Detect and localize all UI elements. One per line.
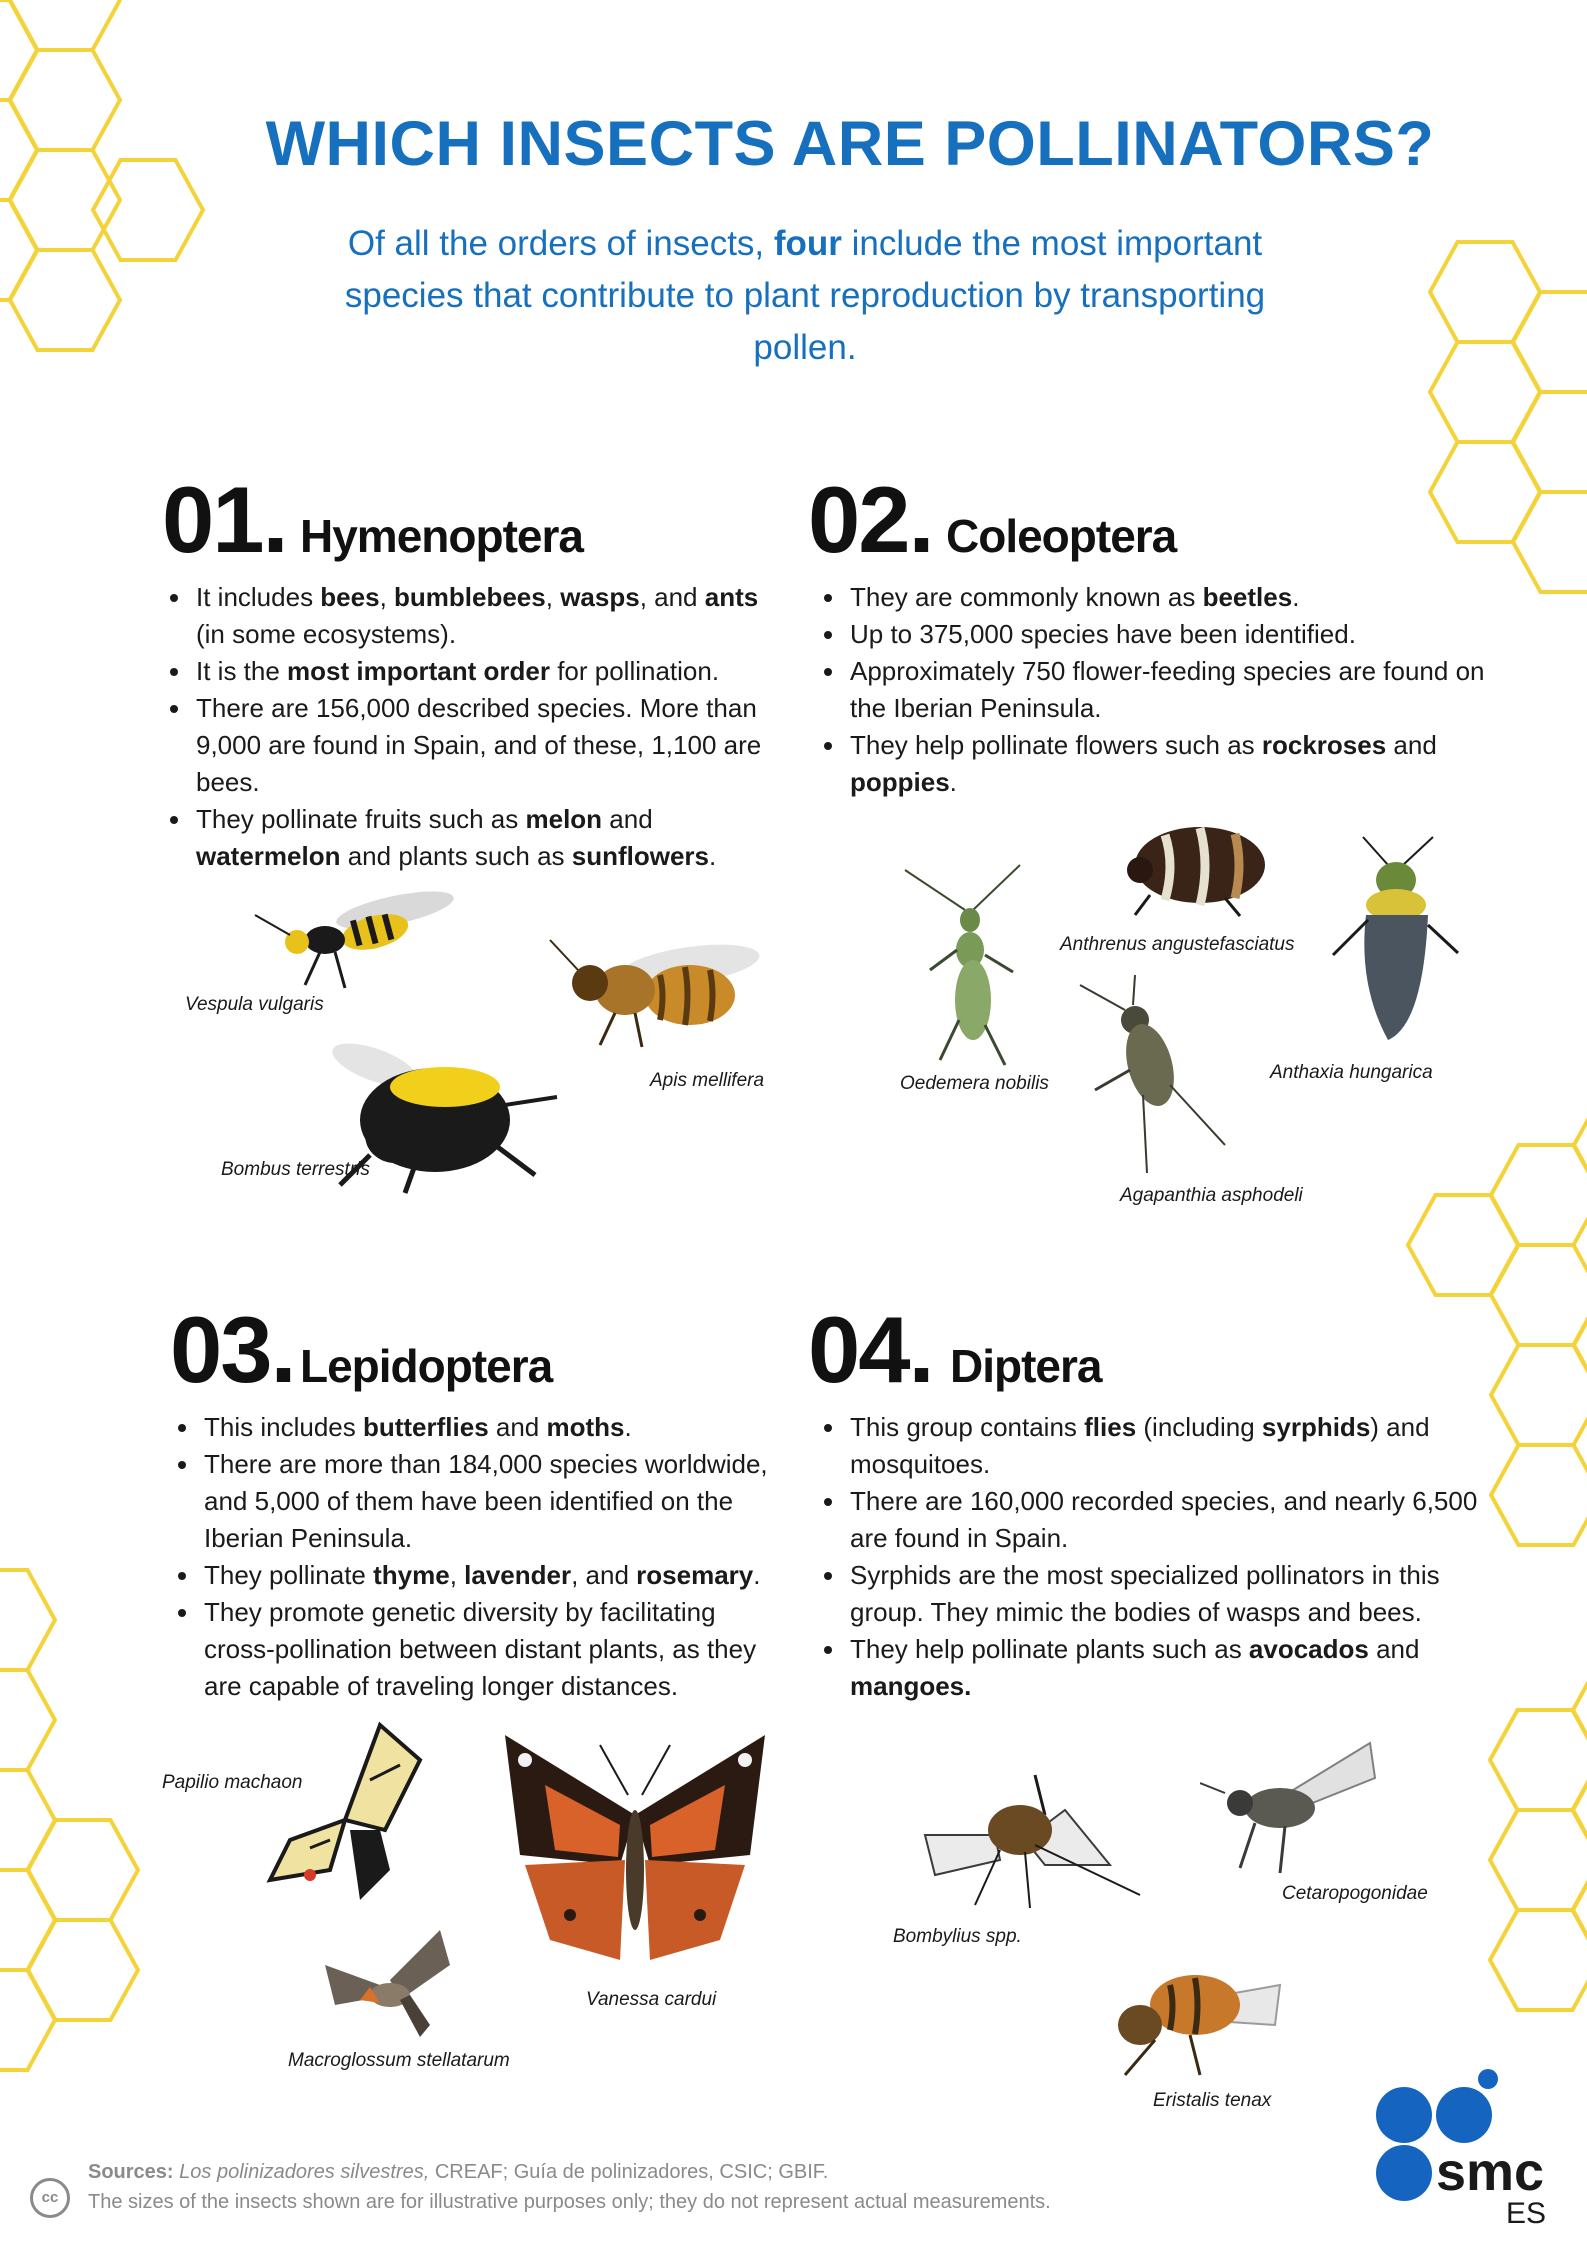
section-number: 04. xyxy=(808,1297,933,1402)
eristalis-illustration xyxy=(1100,1930,1285,2080)
section-number: 03. xyxy=(170,1297,295,1402)
subtitle: Of all the orders of insects, four include the most important species that contribute to plant reproduction by transporting pollen. xyxy=(344,224,1266,367)
bullet-list xyxy=(818,1409,1498,1705)
bullet-item: It is the most important order for pollination. xyxy=(164,653,782,690)
caption-anthaxia-hungarica: Anthaxia hungarica xyxy=(1270,1062,1433,1083)
bullet-item: Up to 375,000 species have been identified. xyxy=(818,616,1498,653)
section-name: Hymenoptera xyxy=(300,510,583,562)
caption-bombus-terrestris: Bombus terrestris xyxy=(221,1159,370,1180)
bullet-item: They help pollinate plants such as avocados and mangoes. xyxy=(818,1631,1498,1705)
caption-cetaropogonidae: Cetaropogonidae xyxy=(1282,1883,1428,1904)
bullet-item: This group contains flies (including syrphids) and mosquitoes. xyxy=(818,1409,1498,1483)
agapanthia-illustration xyxy=(1075,975,1235,1175)
section-heading xyxy=(170,1295,790,1405)
bullet-item: They promote genetic diversity by facilitating cross-pollination between distant plants, as they are capable of traveling longer distances. xyxy=(172,1594,790,1705)
section-hymenoptera xyxy=(162,465,782,875)
bullet-item: They pollinate fruits such as melon and watermelon and plants such as sunflowers. xyxy=(164,801,782,875)
caption-eristalis-tenax: Eristalis tenax xyxy=(1153,2090,1272,2111)
anthaxia-illustration xyxy=(1318,835,1468,1050)
bullet-item: It includes bees, bumblebees, wasps, and ants (in some ecosystems). xyxy=(164,579,782,653)
creative-commons-icon: cc xyxy=(30,2178,70,2218)
bullet-item: Syrphids are the most specialized pollinators in this group. They mimic the bodies of wasps and bees. xyxy=(818,1557,1498,1631)
wasp-illustration xyxy=(245,880,460,995)
caption-anthrenus-angustefasciatus: Anthrenus angustefasciatus xyxy=(1060,934,1295,955)
section-name: Coleoptera xyxy=(946,510,1177,562)
caption-apis-mellifera: Apis mellifera xyxy=(650,1070,765,1091)
section-heading xyxy=(808,1295,1498,1405)
bullet-item: This includes butterflies and moths. xyxy=(172,1409,790,1446)
section-name: Diptera xyxy=(950,1340,1102,1392)
section-heading xyxy=(162,465,782,575)
sources-line: Sources: Los polinizadores silvestres, CREAF; Guía de polinizadores, CSIC; GBIF. xyxy=(88,2161,829,2183)
bullet-item: They pollinate thyme, lavender, and rosemary. xyxy=(172,1557,790,1594)
caption-vanessa-cardui: Vanessa cardui xyxy=(586,1989,717,2010)
bombylius-illustration xyxy=(895,1770,1145,1910)
section-name: Lepidoptera xyxy=(300,1340,553,1392)
logo-subtext: ES xyxy=(1506,2197,1547,2225)
hummingbird-hawkmoth-illustration xyxy=(320,1925,455,2040)
section-coleoptera xyxy=(808,465,1498,801)
swallowtail-illustration xyxy=(250,1720,440,1910)
section-number: 02. xyxy=(808,467,933,572)
caption-vespula-vulgaris: Vespula vulgaris xyxy=(185,994,324,1015)
footer xyxy=(88,2157,1051,2217)
caption-bombylius-spp: Bombylius spp. xyxy=(893,1926,1022,1947)
smc-es-logo xyxy=(1372,2065,1562,2225)
section-number: 01. xyxy=(162,467,287,572)
section-diptera xyxy=(808,1295,1498,1705)
anthrenus-illustration xyxy=(1105,820,1270,920)
bullet-list xyxy=(818,579,1498,801)
caption-papilio-machaon: Papilio machaon xyxy=(162,1772,303,1793)
disclaimer-line: The sizes of the insects shown are for illustrative purposes only; they do not represent actual measurements. xyxy=(88,2191,1051,2213)
bullet-item: There are 160,000 recorded species, and nearly 6,500 are found in Spain. xyxy=(818,1483,1498,1557)
bullet-list xyxy=(172,1409,790,1705)
bullet-item: Approximately 750 flower-feeding species are found on the Iberian Peninsula. xyxy=(818,653,1498,727)
section-heading xyxy=(808,465,1498,575)
caption-macroglossum-stellatarum: Macroglossum stellatarum xyxy=(288,2050,510,2071)
bullet-item: There are more than 184,000 species worldwide, and 5,000 of them have been identified on the Iberian Peninsula. xyxy=(172,1446,790,1557)
section-lepidoptera xyxy=(170,1295,790,1705)
caption-agapanthia-asphodeli: Agapanthia asphodeli xyxy=(1120,1185,1303,1206)
bullet-list xyxy=(164,579,782,875)
bullet-item: There are 156,000 described species. More than 9,000 are found in Spain, and of these, 1,100 are bees. xyxy=(164,690,782,801)
bullet-item: They help pollinate flowers such as rockroses and poppies. xyxy=(818,727,1498,801)
honeybee-illustration xyxy=(530,925,770,1055)
cetaropogonidae-illustration xyxy=(1200,1738,1380,1878)
bullet-item: They are commonly known as beetles. xyxy=(818,579,1498,616)
logo-text: smc xyxy=(1436,2142,1545,2202)
oedemera-illustration xyxy=(885,860,1035,1075)
caption-oedemera-nobilis: Oedemera nobilis xyxy=(900,1073,1049,1094)
painted-lady-illustration xyxy=(500,1735,770,1970)
page-title: WHICH INSECTS ARE POLLINATORS? xyxy=(265,109,1435,179)
